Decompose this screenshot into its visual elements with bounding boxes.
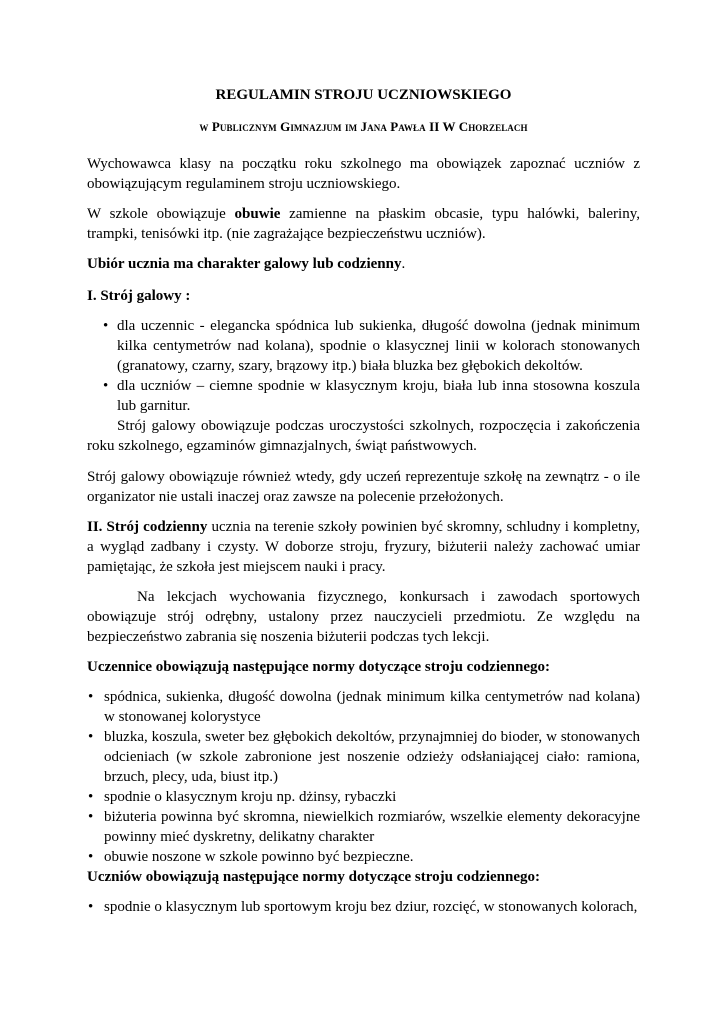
document-subtitle: w Publicznym Gimnazjum im Jana Pawła II W Chorzelach — [199, 119, 528, 134]
formal-note-paragraph: Strój galowy obowiązuje podczas uroczystości szkolnych, rozpoczęcia i zakończenia roku szkolnego, egzaminów gimnazjalnych, świąt państwowych. — [87, 418, 640, 454]
list-item — [87, 787, 640, 807]
girls-rules-list — [87, 687, 640, 867]
list-item-text: dla uczennic - elegancka spódnica lub sukienka, długość dowolna (jednak minimum kilka centymetrów nad kolana), spodnie o klasycznej linii w kolorach stonowanych (granatowy, czarny, szary, brązowy itp.) biała bluzka bez głębokich dekoltów. — [117, 318, 640, 374]
bullet-icon: • — [88, 849, 94, 865]
document-title: REGULAMIN STROJU UCZNIOWSKIEGO — [215, 87, 512, 103]
document-body — [87, 85, 640, 917]
list-item-text: spodnie o klasycznym kroju np. dżinsy, rybaczki — [104, 789, 397, 805]
formal-note2-paragraph: Strój galowy obowiązuje również wtedy, gdy uczeń reprezentuje szkołę na zewnątrz - o ile organizator nie ustali inaczej oraz zawsze na polecenie przełożonych. — [87, 469, 640, 505]
bullet-icon: • — [88, 899, 94, 915]
bullet-icon: • — [88, 809, 94, 825]
list-item-text: biżuteria powinna być skromna, niewielkich rozmiarów, wszelkie elementy dekoracyjne powinny mieć dyskretny, delikatny charakter — [104, 809, 640, 845]
bullet-icon: • — [88, 729, 94, 745]
list-item — [87, 847, 640, 867]
footwear-bold-word: obuwie — [234, 206, 281, 222]
formal-attire-list — [87, 316, 640, 416]
section2-paragraph — [87, 517, 640, 577]
attire-paragraph — [87, 254, 640, 274]
intro-paragraph: Wychowawca klasy na początku roku szkolnego ma obowiązek zapoznać uczniów z obowiązującym regulaminem stroju uczniowskiego. — [87, 156, 640, 192]
bullet-icon: • — [88, 689, 94, 705]
list-item-text: obuwie noszone w szkole powinno być bezpieczne. — [104, 849, 414, 865]
list-item-text: spódnica, sukienka, długość dowolna (jednak minimum kilka centymetrów nad kolana) w stonowanej kolorystyce — [104, 689, 640, 725]
bullet-icon: • — [103, 378, 109, 394]
girls-heading: Uczennice obowiązują następujące normy dotyczące stroju codziennego: — [87, 659, 550, 675]
bullet-icon: • — [88, 789, 94, 805]
list-item — [87, 727, 640, 787]
list-item — [87, 687, 640, 727]
list-item-text: bluzka, koszula, sweter bez głębokich dekoltów, przynajmniej do bioder, w stonowanych odcieniach (w szkole zabronione jest noszenie odzieży odsłaniającej ciało: ramiona, brzuch, plecy, uda, biust itp.) — [104, 729, 640, 785]
pe-note-paragraph: Na lekcjach wychowania fizycznego, konkursach i zawodach sportowych obowiązuje strój odrębny, ustalony przez nauczycieli przedmiotu. Ze względu na bezpieczeństwo zabrania się noszenia biżuterii podczas tych lekcji. — [87, 589, 640, 645]
list-item — [87, 897, 640, 917]
footwear-text-before: W szkole obowiązuje — [87, 206, 235, 222]
list-item — [87, 316, 640, 376]
section2-text: ucznia na terenie szkoły powinien być skromny, schludny i kompletny, a wygląd zadbany i czysty. W doborze stroju, fryzury, biżuterii należy zachować umiar pamiętając, że szkoła jest miejscem nauki i pracy. — [87, 519, 640, 575]
attire-dot: . — [401, 256, 406, 272]
list-item — [87, 376, 640, 416]
boys-heading: Uczniów obowiązują następujące normy dotyczące stroju codziennego: — [87, 869, 540, 885]
section2-heading: II. Strój codzienny — [87, 519, 208, 535]
section1-heading: I. Strój galowy : — [87, 288, 191, 304]
footwear-text-after: zamienne na płaskim obcasie, typu halówki, baleriny, trampki, tenisówki itp. (nie zagrażające bezpieczeństwu uczniów). — [87, 206, 641, 242]
attire-bold-text: Ubiór ucznia ma charakter galowy lub codzienny — [87, 256, 402, 272]
list-item-text: spodnie o klasycznym lub sportowym kroju bez dziur, rozcięć, w stonowanych kolorach, — [104, 899, 638, 915]
bullet-icon: • — [103, 318, 109, 334]
footwear-paragraph — [87, 204, 640, 244]
list-item-text: dla uczniów – ciemne spodnie w klasycznym kroju, biała lub inna stosowna koszula lub garnitur. — [117, 378, 640, 414]
boys-rules-list — [87, 897, 640, 917]
list-item — [87, 807, 640, 847]
